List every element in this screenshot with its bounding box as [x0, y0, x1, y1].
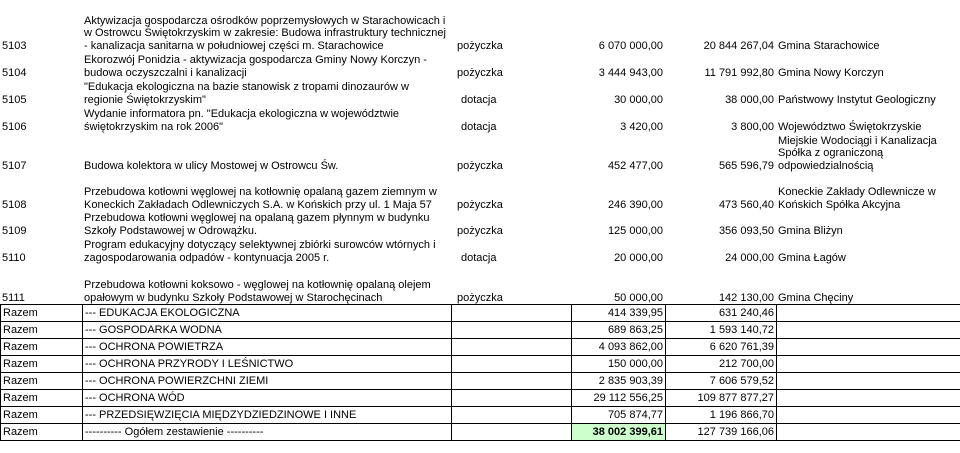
summary-empty	[452, 424, 572, 441]
summary-name: --- OCHRONA WÓD	[83, 390, 452, 407]
table-row	[0, 106, 960, 133]
row-name: Program edukacyjny dotyczący selektywnej zbiórki surowców wtórnych i zagospodarowania odpadów - kontynuacja 2005 r.	[84, 239, 436, 264]
row-beneficiary: Gmina Chęciny	[778, 291, 854, 304]
summary-total: 631 240,46	[666, 305, 777, 322]
summary-row	[1, 305, 960, 322]
summary-amount: 414 339,95	[572, 305, 666, 322]
summary-amount: 29 112 556,25	[572, 390, 666, 407]
grand-total-name: ---------- Ogółem zestawienie ----------	[83, 424, 452, 441]
summary-amount: 150 000,00	[572, 356, 666, 373]
row-total: 20 844 267,04	[703, 39, 774, 52]
row-amount: 3 444 943,00	[598, 66, 663, 79]
row-beneficiary: Gmina Bliżyn	[778, 224, 843, 237]
summary-label: Razem	[1, 356, 83, 373]
summary-total: 6 620 761,39	[666, 339, 777, 356]
summary-name: --- OCHRONA PRZYRODY I LEŚNICTWO	[83, 356, 452, 373]
row-beneficiary: Miejskie Wodociągi i Kanalizacja Spółka z ograniczoną odpowiedzialnością	[778, 134, 937, 172]
row-total: 565 596,79	[718, 159, 774, 172]
row-type: pożyczka	[457, 198, 503, 211]
summary-row	[1, 339, 960, 356]
row-type: pożyczka	[457, 291, 503, 304]
summary-row	[1, 407, 960, 424]
summary-name: --- EDUKACJA EKOLOGICZNA	[83, 305, 452, 322]
row-name: Przebudowa kotłowni węglowej na kotłownię opalaną gazem ziemnym w Koneckich Zakładach Odlewniczych S.A. w Końskich przy ul. 1 Maja 57	[84, 186, 437, 211]
summary-empty	[777, 373, 960, 390]
summary-name: --- PRZEDSIĘWZIĘCIA MIĘDZYDZIEDZINOWE I INNE	[83, 407, 452, 424]
row-type: pożyczka	[457, 159, 503, 172]
row-id: 5108	[2, 198, 27, 211]
summary-total: 1 196 866,70	[666, 407, 777, 424]
summary-total: 7 606 579,52	[666, 373, 777, 390]
row-name: Budowa kolektora w ulicy Mostowej w Ostrowcu Św.	[84, 159, 339, 172]
summary-label: Razem	[1, 407, 83, 424]
table-row	[0, 0, 960, 52]
row-amount: 30 000,00	[614, 93, 663, 106]
row-beneficiary: Gmina Starachowice	[778, 39, 880, 52]
summary-label: Razem	[1, 373, 83, 390]
summary-amount: 689 863,25	[572, 322, 666, 339]
summary-empty	[452, 339, 572, 356]
summary-amount: 705 874,77	[572, 407, 666, 424]
row-id: 5104	[2, 66, 27, 79]
row-id: 5103	[2, 39, 27, 52]
grand-total-label: Razem	[1, 424, 83, 441]
summary-label: Razem	[1, 305, 83, 322]
summary-label: Razem	[1, 339, 83, 356]
summary-amount: 2 835 903,39	[572, 373, 666, 390]
summary-empty	[452, 305, 572, 322]
table-row	[0, 237, 960, 264]
summary-empty	[452, 373, 572, 390]
row-id: 5111	[2, 291, 25, 304]
table-row	[0, 211, 960, 237]
row-type: dotacja	[461, 251, 497, 264]
table-row	[0, 52, 960, 79]
summary-total: 212 700,00	[666, 356, 777, 373]
row-amount: 6 070 000,00	[598, 39, 663, 52]
summary-empty	[777, 424, 960, 441]
row-total: 3 800,00	[731, 120, 774, 133]
summary-name: --- OCHRONA POWIERZCHNI ZIEMI	[83, 373, 452, 390]
row-beneficiary: Państwowy Instytut Geologiczny	[778, 93, 936, 106]
row-type: pożyczka	[457, 224, 503, 237]
row-type: pożyczka	[457, 39, 503, 52]
row-amount: 246 390,00	[607, 198, 663, 211]
row-name: Wydanie informatora pn. "Edukacja ekologiczna w województwie świętokrzyskim na rok 2006"	[84, 108, 400, 133]
summary-empty	[777, 356, 960, 373]
row-amount: 50 000,00	[614, 291, 663, 304]
row-total: 356 093,50	[718, 224, 774, 237]
summary-total: 109 877 877,27	[666, 390, 777, 407]
row-id: 5107	[2, 159, 27, 172]
row-amount: 452 477,00	[607, 159, 663, 172]
summary-empty	[777, 305, 960, 322]
summary-empty	[452, 322, 572, 339]
summary-empty	[777, 339, 960, 356]
summary-empty	[452, 407, 572, 424]
row-total: 38 000,00	[725, 93, 774, 106]
summary-name: --- GOSPODARKA WODNA	[83, 322, 452, 339]
row-type: pożyczka	[457, 66, 503, 79]
grand-total-amount: 38 002 399,61	[572, 424, 666, 441]
row-total: 11 791 992,80	[704, 66, 774, 79]
summary-row	[1, 356, 960, 373]
grand-total-total: 127 739 166,06	[666, 424, 777, 441]
summary-empty	[452, 356, 572, 373]
row-total: 24 000,00	[725, 251, 774, 264]
row-beneficiary: Koneckie Zakłady Odlewnicze w Końskich Spółka Akcyjna	[778, 186, 936, 211]
table-row	[0, 264, 960, 304]
summary-label: Razem	[1, 322, 83, 339]
summary-row	[1, 322, 960, 339]
summary-empty	[777, 390, 960, 407]
summary-row	[1, 373, 960, 390]
summary-empty	[777, 322, 960, 339]
row-id: 5109	[2, 224, 27, 237]
row-type: dotacja	[461, 120, 497, 133]
row-name: Aktywizacja gospodarcza ośrodków poprzemysłowych w Starachowicach i w Ostrowcu Świętokrzyskim w zakresie: Budowa infrastruktury technicznej - kanalizacja sanitarna w południowej części m. Starachowice	[84, 14, 446, 52]
summary-table	[0, 304, 960, 441]
row-total: 473 560,40	[718, 198, 774, 211]
row-name: Ekorozwój Ponidzia - aktywizacja gospodarcza Gminy Nowy Korczyn - budowa oczyszczalni i kanalizacji	[84, 54, 427, 79]
row-id: 5110	[2, 251, 26, 264]
table-row	[0, 133, 960, 172]
summary-empty	[452, 390, 572, 407]
row-id: 5106	[2, 120, 27, 133]
row-name: Przebudowa kotłowni węglowej na opalaną gazem płynnym w budynku Szkoły Podstawowej w Odrowążku.	[84, 212, 430, 237]
row-total: 142 130,00	[718, 291, 774, 304]
row-beneficiary: Gmina Łagów	[778, 251, 846, 264]
summary-name: --- OCHRONA POWIETRZA	[83, 339, 452, 356]
row-amount: 20 000,00	[614, 251, 663, 264]
row-name: "Edukacja ekologiczna na bazie stanowisk z tropami dinozaurów w regionie Świętokrzyskim"	[84, 81, 409, 106]
row-amount: 125 000,00	[607, 224, 663, 237]
grand-total-row	[1, 424, 960, 441]
summary-empty	[777, 407, 960, 424]
summary-amount: 4 093 862,00	[572, 339, 666, 356]
row-name: Przebudowa kotłowni koksowo - węglowej na kotłownię opalaną olejem opałowym w budynku Szkoły Podstawowej w Starochęcinach	[84, 279, 431, 304]
table-row	[0, 172, 960, 211]
row-amount: 3 420,00	[620, 120, 663, 133]
summary-total: 1 593 140,72	[666, 322, 777, 339]
row-id: 5105	[2, 93, 27, 106]
row-type: dotacja	[461, 93, 497, 106]
table-row	[0, 79, 960, 106]
summary-row	[1, 390, 960, 407]
summary-label: Razem	[1, 390, 83, 407]
row-beneficiary: Województwo Świętokrzyskie	[778, 120, 922, 133]
row-beneficiary: Gmina Nowy Korczyn	[778, 66, 884, 79]
